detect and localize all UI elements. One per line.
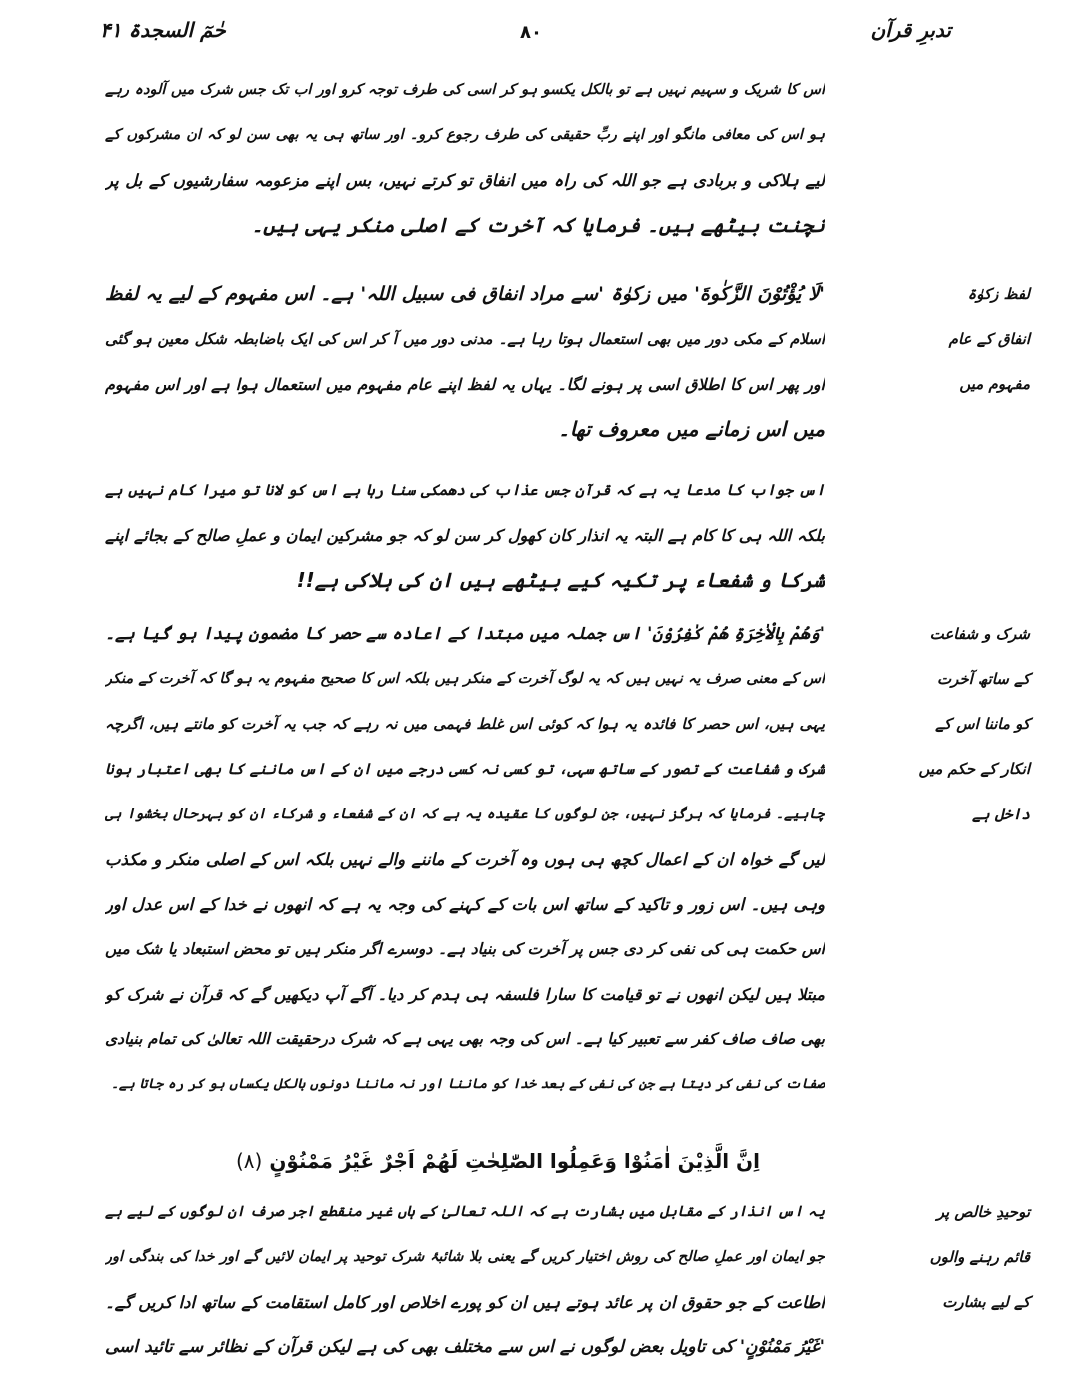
quran-verse	[235, 1140, 760, 1182]
text-line: نچنت بیٹھے ہیں۔ فرمایا کہ آخرت کے اصلی منکر یہی ہیں۔	[251, 213, 825, 237]
margin-notes-tawhid	[900, 1190, 1030, 1325]
margin-note: مفہوم میں	[959, 375, 1030, 393]
paragraph-3	[105, 468, 825, 603]
text-line: میں اس زمانے میں معروف تھا۔	[558, 417, 825, 441]
margin-note: انفاق کے عام	[948, 330, 1030, 348]
text-line: 'وَهُمْ بِالْاٰخِرَةِ هُمْ كٰفِرُوْنَ' اس جملہ میں مبتدا کے اعادہ سے حصر کا مضمون پیدا ہو گیا ہے۔	[105, 624, 825, 644]
text-line: اس حکمت ہی کی نفی کر دی جس پر آخرت کی بنیاد ہے۔ دوسرے اگر منکر ہیں تو محض استبعاد یا شک میں	[105, 940, 825, 958]
text-line: لیے ہلاکی و بربادی ہے جو اللہ کی راہ میں انفاق تو کرتے نہیں، بس اپنے مزعومہ سفارشیوں کے بل پر	[105, 171, 825, 190]
page-header	[0, 18, 1071, 58]
text-line: اس کا شریک و سہیم نہیں ہے تو بالکل یکسو ہو کر اسی کی طرف توجہ کرو اور اب تک جس شرک میں آلودہ رہے	[105, 82, 825, 98]
text-line: چاہیے۔ فرمایا کہ ہرگز نہیں، جن لوگوں کا عقیدہ یہ ہے کہ ان کے شفعاء و شرکاء ان کو بہرحال بخشوا ہی	[105, 806, 825, 822]
text-line: ہو اس کی معافی مانگو اور اپنے ربِّ حقیقی کی طرف رجوع کرو۔ اور ساتھ ہی یہ بھی سن لو کہ ان مشرکوں کے	[105, 127, 825, 143]
margin-note: کے لیے بشارت	[942, 1293, 1030, 1311]
margin-note: لفظ زکوٰۃ	[967, 285, 1030, 303]
text-line: بلکہ اللہ ہی کا کام ہے البتہ یہ انذار کان کھول کر سن لو کہ جو مشرکین ایمان و عملِ صالح کے بجائے اپنے	[105, 526, 825, 545]
text-line: اس جواب کا مدعا یہ ہے کہ قرآن جس عذاب کی دھمکی سنا رہا ہے اس کو لانا تو میرا کام نہیں ہے	[105, 481, 825, 499]
margin-note: کے ساتھ آخرت	[936, 670, 1030, 688]
text-line: یہی ہیں، اس حصر کا فائدہ یہ ہوا کہ کوئی اس غلط فہمی میں نہ رہے کہ جب یہ آخرت کو مانتے ہیں، اگرچہ	[105, 715, 825, 733]
text-line: اس کے معنی صرف یہ نہیں ہیں کہ یہ لوگ آخرت کے منکر ہیں بلکہ اس کا صحیح مفہوم یہ ہو گا کہ آخرت کے منکر	[105, 671, 825, 687]
paragraph-4	[105, 612, 825, 1107]
margin-note: شرک و شفاعت	[929, 625, 1030, 643]
text-line: وہی ہیں۔ اس زور و تاکید کے ساتھ اس بات کے کہنے کی وجہ یہ ہے کہ انھوں نے خدا کے اس عدل اور	[105, 895, 825, 914]
paragraph-2	[105, 272, 825, 452]
margin-note: داخل ہے	[972, 805, 1030, 823]
margin-notes-shirk	[900, 612, 1030, 837]
text-line: 'لَا يُؤْتُوْنَ الزَّكٰوةَ' میں زکوٰۃ 'سے مراد انفاق فی سبیل اللہ' ہے۔ اس مفہوم کے لیے یہ لفظ	[105, 283, 825, 305]
text-line: 'غَيْرُ مَمْنُوْنٍ' کی تاویل بعض لوگوں نے اس سے مختلف بھی کی ہے لیکن قرآن کے نظائر سے تائید اسی	[105, 1337, 825, 1357]
verse-text: اِنَّ الَّذِيْنَ اٰمَنُوْا وَعَمِلُوا الصّٰلِحٰتِ لَهُمْ اَجْرٌ غَيْرُ مَمْنُوْنٍ	[269, 1149, 760, 1173]
text-line: بھی صاف صاف کفر سے تعبیر کیا ہے۔ اس کی وجہ بھی یہی ہے کہ شرک درحقیقت اللہ تعالیٰ کی تمام بنیادی	[105, 1030, 825, 1048]
margin-note: توحیدِ خالص پر	[936, 1203, 1030, 1221]
margin-notes-zakat	[900, 272, 1030, 407]
text-line: شرکا و شفعاء پر تکیہ کیے بیٹھے ہیں ان کی ہلاکی ہے!!	[296, 568, 825, 592]
text-line: صفات کی نفی کر دیتا ہے جن کی نفی کے بعد خدا کو ماننا اور نہ ماننا دونوں بالکل یکساں ہو کر رہ جاتا ہے۔	[111, 1076, 825, 1092]
text-line: اسلام کے مکی دور میں بھی استعمال ہوتا رہا ہے۔ مدنی دور میں آ کر اس کی ایک باضابطہ شکل معین ہو گئی	[105, 330, 825, 348]
margin-note: انکار کے حکم میں	[918, 760, 1030, 778]
margin-note: کو ماننا اس کے	[935, 715, 1030, 733]
text-line: یہ اس انذار کے مقابل میں بشارت ہے کہ اللہ تعالیٰ کے ہاں غیر منقطع اجر صرف ان لوگوں کے لیے ہے	[105, 1204, 825, 1220]
book-title: تدبرِ قرآن	[870, 18, 951, 42]
verse-number: (۸)	[235, 1149, 263, 1173]
text-line: مبتلا ہیں لیکن انھوں نے تو قیامت کا سارا فلسفہ ہی ہدم کر دیا۔ آگے آپ دیکھیں گے کہ قرآن نے شرک کو	[105, 985, 825, 1004]
page-number: ۸۰	[520, 22, 542, 43]
surah-title: حٰمٓ السجدۃ ۴۱	[100, 18, 226, 42]
text-line: شرک و شفاعت کے تصور کے ساتھ سہی، تو کسی نہ کسی درجے میں ان کے اس ماننے کا بھی اعتبار ہونا	[105, 760, 825, 778]
margin-note: قائم رہنے والوں	[929, 1248, 1030, 1266]
text-line: اور پھر اس کا اطلاق اسی پر ہونے لگا۔ یہاں یہ لفظ اپنے عام مفہوم میں استعمال ہوا ہے اور اس مفہوم	[105, 375, 825, 394]
paragraph-final	[105, 1190, 825, 1370]
text-line: جو ایمان اور عملِ صالح کی روش اختیار کریں گے یعنی بلا شائبۂ شرک توحید پر ایمان لائیں گے اور خدا کی بندگی اور	[105, 1249, 825, 1265]
text-line: لیں گے خواہ ان کے اعمال کچھ ہی ہوں وہ آخرت کے ماننے والے نہیں بلکہ اس کے اصلی منکر و مکذب	[105, 850, 825, 869]
text-line: اطاعت کے جو حقوق ان پر عائد ہوتے ہیں ان کو پورے اخلاص اور کامل استقامت کے ساتھ ادا کریں گے۔	[105, 1293, 825, 1312]
paragraph-1	[105, 68, 825, 248]
